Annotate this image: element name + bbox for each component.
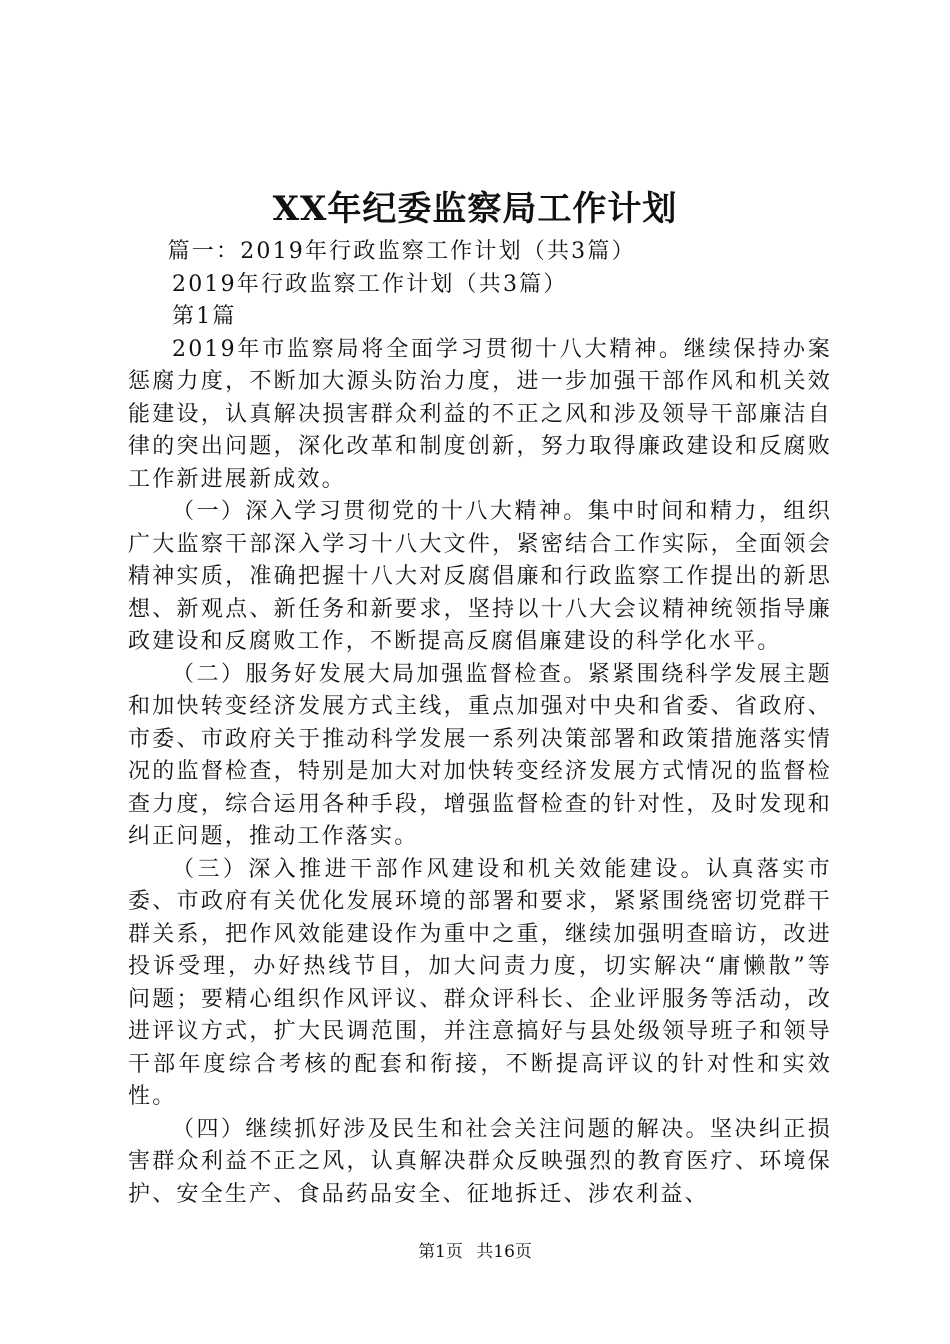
page-footer [0, 1240, 950, 1264]
body-paragraph: （四）继续抓好涉及民生和社会关注问题的解决。坚决纠正损害群众利益不正之风，认真解决群众反映强烈的教育医疗、环境保护、安全生产、食品药品安全、征地拆迁、涉农利益、 [128, 1116, 832, 1207]
page-number-total: 共16页 [476, 1242, 532, 1262]
body-paragraph: （一）深入学习贯彻党的十八大精神。集中时间和精力，组织广大监察干部深入学习十八大文件，紧密结合工作实际，全面领会精神实质，准确把握十八大对反腐倡廉和行政监察工作提出的新思想、新观点、新任务和新要求，坚持以十八大会议精神统领指导廉政建设和反腐败工作，不断提高反腐倡廉建设的科学化水平。 [128, 499, 832, 654]
document-title: XX年纪委监察局工作计划 [272, 189, 678, 229]
body-paragraph: （二）服务好发展大局加强监督检查。紧紧围绕科学发展主题和加快转变经济发展方式主线，重点加强对中央和省委、省政府、市委、市政府关于推动科学发展一系列决策部署和政策措施落实情况的监督检查，特别是加大对加快转变经济发展方式情况的监督检查力度，综合运用各种手段，增强监督检查的针对性，及时发现和纠正问题，推动工作落实。 [128, 661, 832, 849]
page-number-current: 第1页 [418, 1242, 463, 1262]
body-paragraph: （三）深入推进干部作风建设和机关效能建设。认真落实市委、市政府有关优化发展环境的部署和要求，紧紧围绕密切党群干群关系，把作风效能建设作为重中之重，继续加强明查暗访，改进投诉受理，办好热线节目，加大问责力度，切实解决“庸懒散”等问题；要精心组织作风评议、群众评科长、企业评服务等活动，改进评议方式，扩大民调范围，并注意搞好与县处级领导班子和领导干部年度综合考核的配套和衔接，不断提高评议的针对性和实效性。 [128, 856, 832, 1109]
section-subheading: 2019年行政监察工作计划（共3篇） [172, 271, 568, 297]
section-heading: 篇一：2019年行政监察工作计划（共3篇） [167, 239, 636, 264]
part-heading: 第1篇 [172, 304, 237, 329]
body-paragraph: 2019年市监察局将全面学习贯彻十八大精神。继续保持办案惩腐力度，不断加大源头防治力度，进一步加强干部作风和机关效能建设，认真解决损害群众利益的不正之风和涉及领导干部廉洁自律的突出问题，深化改革和制度创新，努力取得廉政建设和反腐败工作新进展新成效。 [128, 336, 832, 492]
document-body [128, 236, 832, 1211]
